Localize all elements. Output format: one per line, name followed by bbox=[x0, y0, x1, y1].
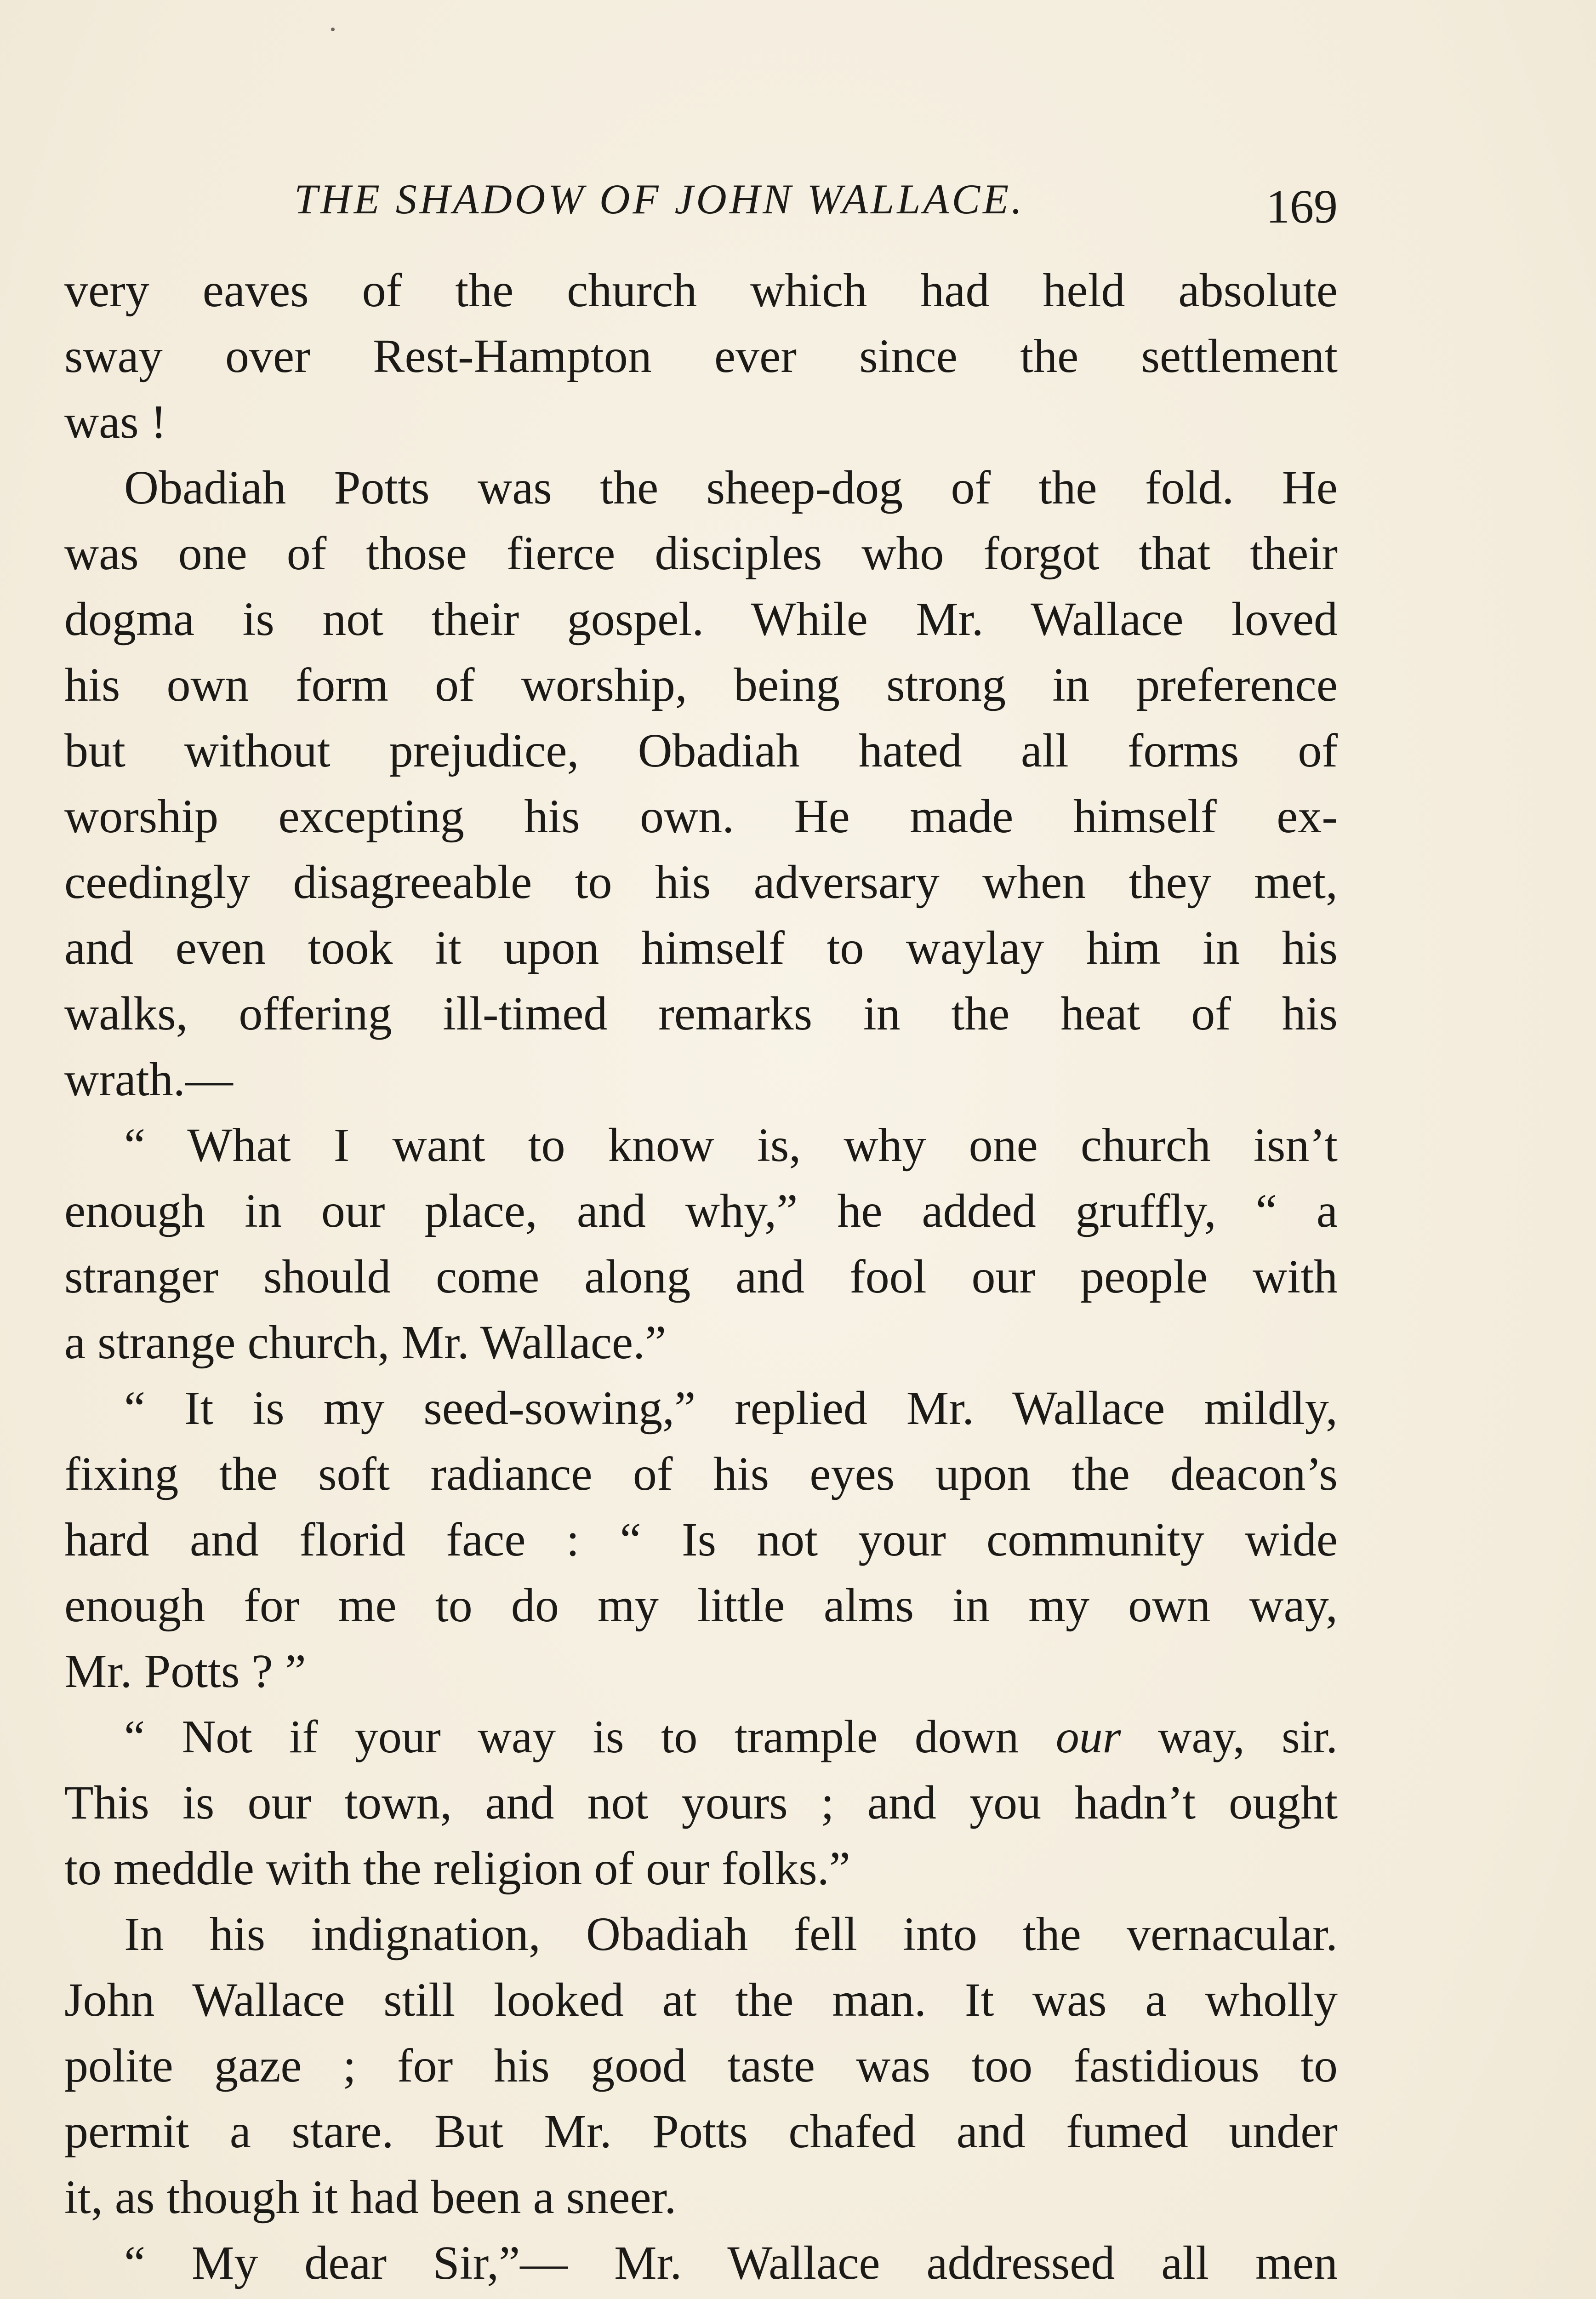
text-line: Obadiah Potts was the sheep-dog of the fold. He bbox=[124, 461, 1338, 514]
running-head bbox=[64, 166, 1338, 234]
text-line: enough for me to do my little alms in my own way, bbox=[64, 1579, 1338, 1632]
text-line: stranger should come along and fool our people with bbox=[64, 1250, 1338, 1303]
body-text bbox=[64, 257, 1338, 2299]
text-segment: “ Not if your way is to trample down bbox=[124, 1711, 1056, 1763]
text-line: wrath.— bbox=[64, 1053, 233, 1106]
text-line: “ My dear Sir,”— Mr. Wallace addressed all men bbox=[124, 2236, 1338, 2289]
text-segment: way, sir. bbox=[1121, 1711, 1338, 1763]
text-line: Mr. Potts ? ” bbox=[64, 1645, 306, 1698]
text-line: was one of those fierce disciples who forgot that their bbox=[64, 527, 1338, 580]
text-line: a strange church, Mr. Wallace.” bbox=[64, 1316, 667, 1369]
text-line: polite gaze ; for his good taste was too fastidious to bbox=[64, 2039, 1338, 2092]
paper-speck bbox=[331, 28, 335, 31]
text-line: worship excepting his own. He made himself ex- bbox=[64, 790, 1338, 843]
text-line: dogma is not their gospel. While Mr. Wallace loved bbox=[64, 593, 1338, 646]
text-line: it, as though it had been a sneer. bbox=[64, 2171, 677, 2224]
text-line: “ What I want to know is, why one church isn’t bbox=[124, 1119, 1338, 1172]
running-title: THE SHADOW OF JOHN WALLACE. bbox=[294, 176, 1025, 223]
text-line: very eaves of the church which had held absolute bbox=[64, 264, 1338, 317]
text-line: his own form of worship, being strong in preference bbox=[64, 658, 1338, 711]
text-line bbox=[64, 2296, 1338, 2299]
text-line: was ! bbox=[64, 395, 167, 448]
text-line: This is our town, and not yours ; and you hadn’t ought bbox=[64, 1776, 1338, 1829]
text-line: enough in our place, and why,” he added gruffly, “ a bbox=[64, 1184, 1338, 1237]
text-line: fixing the soft radiance of his eyes upon the deacon’s bbox=[64, 1447, 1338, 1500]
page-number: 169 bbox=[1266, 180, 1338, 233]
text-line: sway over Rest-Hampton ever since the settlement bbox=[64, 330, 1338, 383]
text-line: “ It is my seed-sowing,” replied Mr. Wallace mildly, bbox=[124, 1382, 1338, 1435]
text-line: but without prejudice, Obadiah hated all forms of bbox=[64, 724, 1338, 777]
text-line: to meddle with the religion of our folks.” bbox=[64, 1842, 850, 1895]
text-line: John Wallace still looked at the man. It was a wholly bbox=[64, 1973, 1338, 2026]
text-line: ceedingly disagreeable to his adversary when they met, bbox=[64, 856, 1338, 909]
text-line: permit a stare. But Mr. Potts chafed and fumed under bbox=[64, 2105, 1338, 2158]
text-line: walks, offering ill-timed remarks in the heat of his bbox=[64, 987, 1338, 1040]
text-line: and even took it upon himself to waylay him in his bbox=[64, 921, 1338, 974]
text-line: In his indignation, Obadiah fell into the vernacular. bbox=[124, 1908, 1338, 1961]
text-line bbox=[64, 1704, 1338, 1770]
emphasis-word: our bbox=[1055, 1711, 1121, 1763]
text-line: hard and florid face : “ Is not your community wide bbox=[64, 1513, 1338, 1566]
